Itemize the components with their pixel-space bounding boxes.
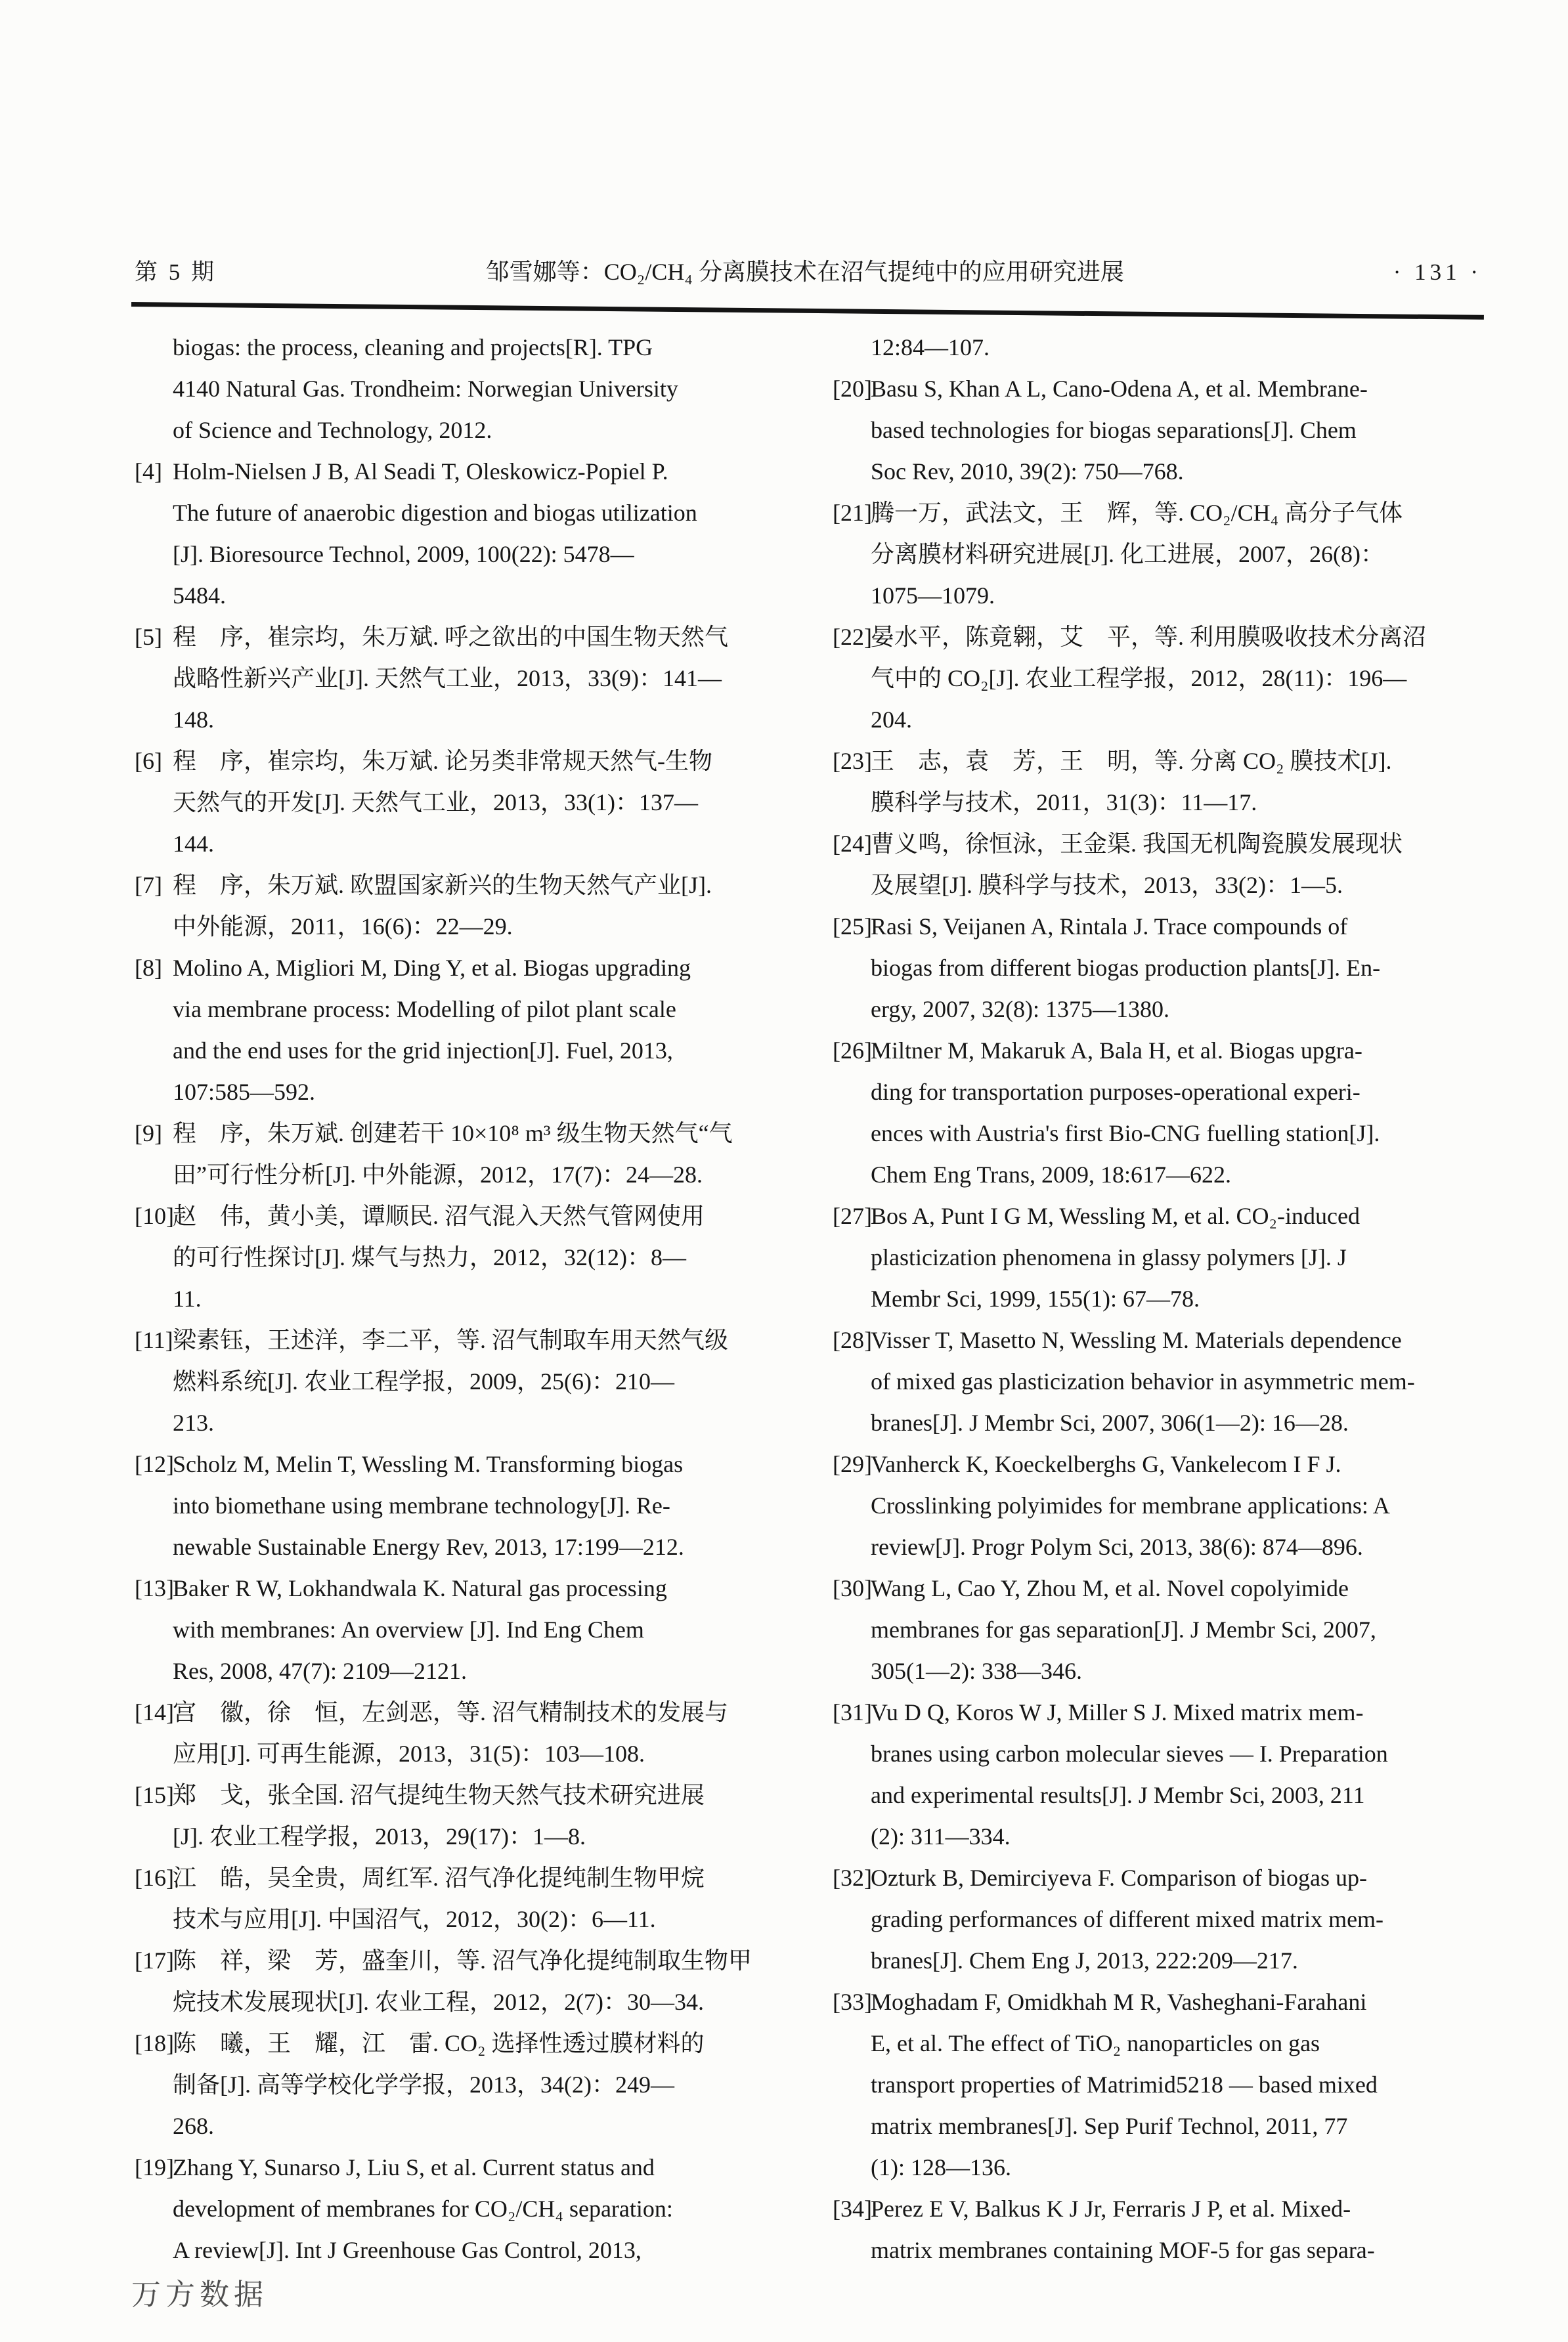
reference-label: [19]	[135, 2154, 174, 2180]
reference-line: 分离膜材料研究进展[J]. 化工进展，2007，26(8)：	[871, 541, 1384, 567]
reference-line: 中外能源，2011，16(6)：22—29.	[173, 913, 513, 940]
reference-line: Ozturk B, Demirciyeva F. Comparison of biogas up-	[871, 1865, 1367, 1891]
reference-line: 程 序，朱万斌. 创建若干 10×10⁸ m³ 级生物天然气“气	[173, 1120, 733, 1146]
reference-entry	[833, 1692, 1482, 1857]
reference-line: 的可行性探讨[J]. 煤气与热力，2012，32(12)：8—	[173, 1244, 686, 1270]
left-column	[135, 327, 784, 2271]
reference-label: [9]	[135, 1120, 162, 1146]
reference-line: development of membranes for CO₂/CH₄ separation:	[173, 2196, 673, 2222]
reference-label: [21]	[833, 500, 872, 526]
reference-line: Crosslinking polyimides for membrane applications: A	[871, 1492, 1390, 1519]
reference-label: [20]	[833, 376, 872, 402]
reference-label: [33]	[833, 1989, 872, 2015]
reference-line: biogas from different biogas production plants[J]. En-	[871, 955, 1381, 981]
reference-line: Bos A, Punt I G M, Wessling M, et al. CO₂-induced	[871, 1203, 1360, 1229]
reference-entry	[833, 1444, 1482, 1568]
reference-line: transport properties of Matrimid5218 — based mixed	[871, 2071, 1378, 2098]
reference-line: Baker R W, Lokhandwala K. Natural gas processing	[173, 1575, 667, 1601]
page-number: · 131 ·	[1393, 259, 1482, 285]
reference-entry	[833, 2188, 1482, 2271]
reference-entry	[135, 1692, 784, 1775]
reference-line: 陈 祥，梁 芳，盛奎川，等. 沼气净化提纯制取生物甲	[173, 1947, 752, 1974]
page-header	[135, 253, 1482, 287]
reference-line: [J]. Bioresource Technol, 2009, 100(22): 5478—	[173, 541, 634, 567]
reference-line: Perez E V, Balkus K J Jr, Ferraris J P, et al. Mixed-	[871, 2196, 1351, 2222]
reference-line: 148.	[173, 706, 214, 733]
reference-line: 213.	[173, 1410, 214, 1436]
reference-line: 王 志，袁 芳，王 明，等. 分离 CO₂ 膜技术[J].	[871, 748, 1392, 774]
reference-label: [27]	[833, 1203, 872, 1229]
reference-line: 程 序，朱万斌. 欧盟国家新兴的生物天然气产业[J].	[173, 872, 712, 898]
reference-label: [13]	[135, 1575, 174, 1601]
reference-entry	[135, 1568, 784, 1692]
reference-line: of mixed gas plasticization behavior in asymmetric mem-	[871, 1368, 1415, 1395]
reference-line: 宫 徽，徐 恒，左剑恶，等. 沼气精制技术的发展与	[173, 1699, 729, 1725]
reference-line: Soc Rev, 2010, 39(2): 750—768.	[871, 458, 1184, 485]
reference-line: Rasi S, Veijanen A, Rintala J. Trace compounds of	[871, 913, 1348, 940]
reference-entry	[833, 1030, 1482, 1196]
reference-line: Vanherck K, Koeckelberghs G, Vankelecom I F J.	[871, 1451, 1341, 1477]
reference-line: 膜科学与技术，2011，31(3)：11—17.	[871, 789, 1257, 815]
reference-entry	[833, 741, 1482, 823]
reference-line: 郑 戈，张全国. 沼气提纯生物天然气技术研究进展	[173, 1782, 705, 1808]
reference-entry	[833, 492, 1482, 617]
reference-label: [28]	[833, 1327, 872, 1353]
reference-line: with membranes: An overview [J]. Ind Eng Chem	[173, 1616, 644, 1643]
reference-entry	[135, 1857, 784, 1940]
reference-label: [11]	[135, 1327, 173, 1353]
reference-line: and experimental results[J]. J Membr Sci, 2003, 211	[871, 1782, 1365, 1808]
reference-label: [23]	[833, 748, 872, 774]
reference-label: [18]	[135, 2030, 174, 2056]
reference-entry	[135, 2147, 784, 2271]
reference-line: and the end uses for the grid injection[J]. Fuel, 2013,	[173, 1037, 673, 1064]
reference-line: 燃料系统[J]. 农业工程学报，2009，25(6)：210—	[173, 1368, 674, 1395]
reference-label: [32]	[833, 1865, 872, 1891]
reference-line: 江 皓，吴全贵，周红军. 沼气净化提纯制生物甲烷	[173, 1865, 705, 1891]
reference-entry	[135, 1196, 784, 1320]
reference-line: 制备[J]. 高等学校化学学报，2013，34(2)：249—	[173, 2071, 674, 2098]
reference-label: [5]	[135, 624, 162, 650]
reference-entry	[833, 823, 1482, 906]
reference-line: Zhang Y, Sunarso J, Liu S, et al. Current status and	[173, 2154, 655, 2180]
reference-line: Vu D Q, Koros W J, Miller S J. Mixed matrix mem-	[871, 1699, 1364, 1725]
reference-line: 1075—1079.	[871, 582, 995, 609]
reference-entry	[833, 1982, 1482, 2188]
reference-label: [12]	[135, 1451, 174, 1477]
reference-line: A review[J]. Int J Greenhouse Gas Control, 2013,	[173, 2237, 642, 2263]
reference-line: Molino A, Migliori M, Ding Y, et al. Biogas upgrading	[173, 955, 691, 981]
reference-line: plasticization phenomena in glassy polymers [J]. J	[871, 1244, 1347, 1270]
reference-line: membranes for gas separation[J]. J Membr Sci, 2007,	[871, 1616, 1376, 1643]
reference-line: 天然气的开发[J]. 天然气工业，2013，33(1)：137—	[173, 789, 698, 815]
reference-line: branes using carbon molecular sieves — I. Preparation	[871, 1741, 1388, 1767]
references-section	[135, 327, 1482, 2271]
reference-line: 赵 伟，黄小美，谭顺民. 沼气混入天然气管网使用	[173, 1203, 705, 1229]
reference-line: ding for transportation purposes-operational experi-	[871, 1079, 1361, 1105]
reference-entry	[135, 1320, 784, 1444]
reference-line: 5484.	[173, 582, 226, 609]
reference-entry	[135, 451, 784, 617]
reference-label: [15]	[135, 1782, 174, 1808]
reference-entry	[833, 617, 1482, 741]
reference-line: 曹义鸣，徐恒泳，王金渠. 我国无机陶瓷膜发展现状	[871, 831, 1403, 857]
reference-line: 及展望[J]. 膜科学与技术，2013，33(2)：1—5.	[871, 872, 1343, 898]
reference-line: Miltner M, Makaruk A, Bala H, et al. Biogas upgra-	[871, 1037, 1362, 1064]
reference-line: 田”可行性分析[J]. 中外能源，2012，17(7)：24—28.	[173, 1161, 703, 1188]
reference-line: The future of anaerobic digestion and biogas utilization	[173, 500, 697, 526]
reference-line: 268.	[173, 2113, 214, 2139]
reference-entry	[833, 906, 1482, 1030]
watermark: 万方数据	[131, 2278, 269, 2311]
reference-line: biogas: the process, cleaning and projects[R]. TPG	[173, 334, 653, 360]
reference-line: via membrane process: Modelling of pilot plant scale	[173, 996, 676, 1022]
reference-line: 程 序，崔宗均，朱万斌. 呼之欲出的中国生物天然气	[173, 624, 729, 650]
reference-line: newable Sustainable Energy Rev, 2013, 17:199—212.	[173, 1534, 684, 1560]
reference-line: 陈 曦，王 耀，江 雷. CO₂ 选择性透过膜材料的	[173, 2030, 705, 2056]
reference-entry	[135, 1775, 784, 1857]
reference-line: grading performances of different mixed matrix mem-	[871, 1906, 1384, 1932]
reference-entry	[135, 947, 784, 1113]
reference-entry	[135, 1113, 784, 1196]
reference-entry	[135, 2023, 784, 2147]
reference-label: [29]	[833, 1451, 872, 1477]
reference-line: 204.	[871, 706, 912, 733]
header-rule	[131, 302, 1484, 320]
reference-line: Visser T, Masetto N, Wessling M. Materials dependence	[871, 1327, 1402, 1353]
journal-issue: 第 5 期	[135, 259, 217, 285]
reference-label: [26]	[833, 1037, 872, 1064]
reference-line: (1): 128—136.	[871, 2154, 1011, 2180]
reference-line: Holm-Nielsen J B, Al Seadi T, Oleskowicz-Popiel P.	[173, 458, 668, 485]
reference-line: based technologies for biogas separations[J]. Chem	[871, 417, 1357, 443]
reference-label: [31]	[833, 1699, 872, 1725]
reference-line: 144.	[173, 831, 214, 857]
reference-label: [8]	[135, 955, 162, 981]
reference-line: 4140 Natural Gas. Trondheim: Norwegian University	[173, 376, 678, 402]
reference-entry	[135, 865, 784, 947]
reference-line: 技术与应用[J]. 中国沼气，2012，30(2)：6—11.	[173, 1906, 656, 1932]
reference-entry	[135, 1444, 784, 1568]
reference-line: 107:585—592.	[173, 1079, 316, 1105]
reference-line: into biomethane using membrane technology[J]. Re-	[173, 1492, 670, 1519]
reference-line: 烷技术发展现状[J]. 农业工程，2012，2(7)：30—34.	[173, 1989, 704, 2015]
right-column	[833, 327, 1482, 2271]
reference-entry	[833, 368, 1482, 492]
reference-line: Membr Sci, 1999, 155(1): 67—78.	[871, 1286, 1200, 1312]
reference-label: [10]	[135, 1203, 174, 1229]
reference-line: Res, 2008, 47(7): 2109—2121.	[173, 1658, 467, 1684]
reference-line: matrix membranes[J]. Sep Purif Technol, 2011, 77	[871, 2113, 1348, 2139]
reference-line: review[J]. Progr Polym Sci, 2013, 38(6): 874—896.	[871, 1534, 1363, 1560]
reference-label: [25]	[833, 913, 872, 940]
reference-entry	[833, 1320, 1482, 1444]
reference-line: E, et al. The effect of TiO₂ nanoparticles on gas	[871, 2030, 1320, 2056]
reference-entry	[135, 1940, 784, 2023]
reference-line: Scholz M, Melin T, Wessling M. Transforming biogas	[173, 1451, 684, 1477]
reference-continuation	[833, 327, 1482, 368]
reference-line: 气中的 CO₂[J]. 农业工程学报，2012，28(11)：196—	[871, 665, 1407, 691]
reference-line: 腾一万，武法文，王 辉，等. CO₂/CH₄ 高分子气体	[871, 500, 1403, 526]
reference-line: 应用[J]. 可再生能源，2013，31(5)：103—108.	[173, 1741, 645, 1767]
reference-line: Chem Eng Trans, 2009, 18:617—622.	[871, 1161, 1232, 1188]
reference-label: [34]	[833, 2196, 872, 2222]
reference-line: branes[J]. J Membr Sci, 2007, 306(1—2): 16—28.	[871, 1410, 1349, 1436]
reference-line: (2): 311—334.	[871, 1823, 1011, 1850]
reference-label: [4]	[135, 458, 162, 485]
reference-line: Wang L, Cao Y, Zhou M, et al. Novel copolyimide	[871, 1575, 1349, 1601]
reference-line: Moghadam F, Omidkhah M R, Vasheghani-Farahani	[871, 1989, 1367, 2015]
reference-entry	[833, 1568, 1482, 1692]
reference-line: ergy, 2007, 32(8): 1375—1380.	[871, 996, 1169, 1022]
reference-label: [17]	[135, 1947, 174, 1974]
reference-entry	[833, 1196, 1482, 1320]
reference-line: [J]. 农业工程学报，2013，29(17)：1—8.	[173, 1823, 586, 1850]
reference-label: [24]	[833, 831, 872, 857]
reference-label: [22]	[833, 624, 872, 650]
reference-entry	[135, 741, 784, 865]
running-title: 邹雪娜等：CO₂/CH₄ 分离膜技术在沼气提纯中的应用研究进展	[485, 259, 1124, 285]
reference-line: matrix membranes containing MOF-5 for gas separa-	[871, 2237, 1375, 2263]
reference-line: 梁素钰，王述洋，李二平，等. 沼气制取车用天然气级	[173, 1327, 729, 1353]
reference-label: [14]	[135, 1699, 174, 1725]
reference-entry	[135, 617, 784, 741]
reference-line: Basu S, Khan A L, Cano-Odena A, et al. Membrane-	[871, 376, 1368, 402]
reference-line: 12:84—107.	[871, 334, 990, 360]
reference-line: ences with Austria's first Bio-CNG fuelling station[J].	[871, 1120, 1380, 1146]
reference-label: [16]	[135, 1865, 174, 1891]
reference-line: of Science and Technology, 2012.	[173, 417, 492, 443]
reference-line: 程 序，崔宗均，朱万斌. 论另类非常规天然气-生物	[173, 748, 712, 774]
reference-line: 11.	[173, 1286, 202, 1312]
reference-entry	[833, 1857, 1482, 1982]
reference-continuation	[135, 327, 784, 451]
reference-line: 晏水平，陈竟翱，艾 平，等. 利用膜吸收技术分离沼	[871, 624, 1427, 650]
reference-line: 305(1—2): 338—346.	[871, 1658, 1082, 1684]
reference-label: [30]	[833, 1575, 872, 1601]
reference-label: [7]	[135, 872, 162, 898]
reference-label: [6]	[135, 748, 162, 774]
reference-line: branes[J]. Chem Eng J, 2013, 222:209—217.	[871, 1947, 1298, 1974]
reference-line: 战略性新兴产业[J]. 天然气工业，2013，33(9)：141—	[173, 665, 722, 691]
